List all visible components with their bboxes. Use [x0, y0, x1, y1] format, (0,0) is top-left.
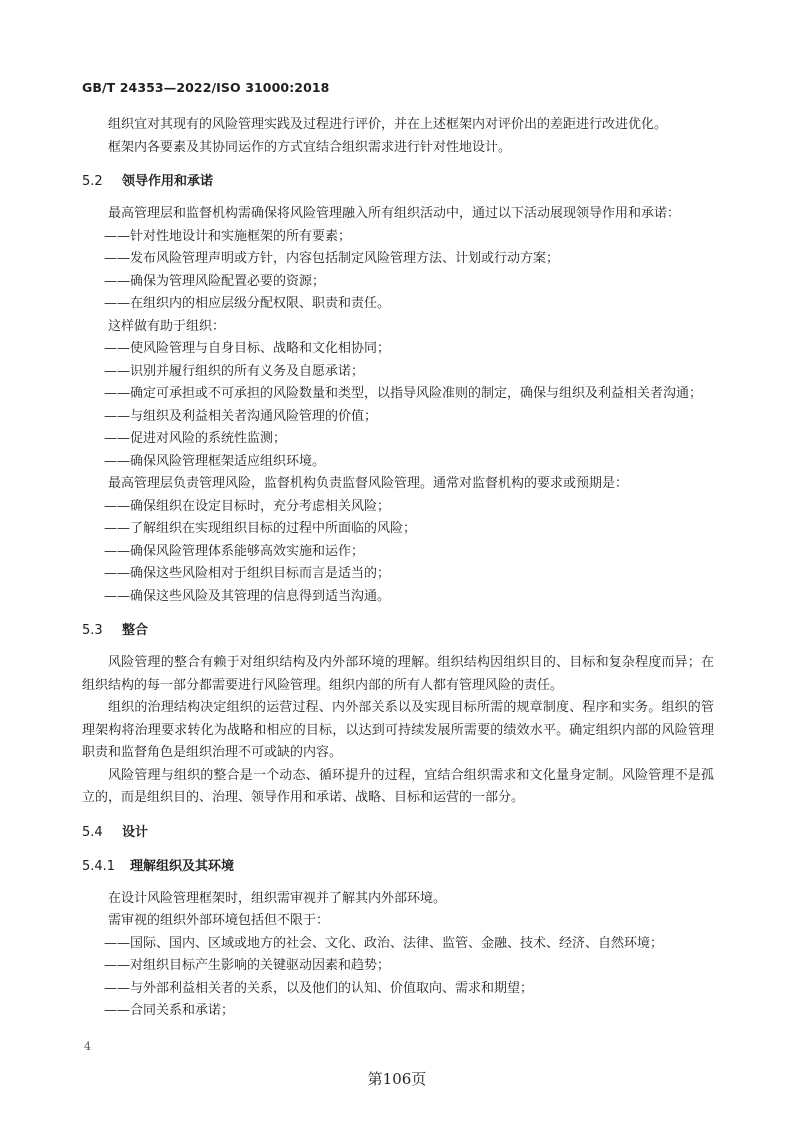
list-item: ——识别并履行组织的所有义务及自愿承诺；	[104, 363, 365, 379]
list-item: ——促进对风险的系统性监测；	[104, 431, 287, 446]
list-item: ——确保组织在设定目标时，充分考虑相关风险；	[104, 498, 391, 514]
section-number: 5.2	[82, 174, 103, 189]
standard-code-header: GB/T 24353—2022/ISO 31000:2018	[82, 80, 330, 95]
list-item: ——确定可承担或不可承担的风险数量和类型，以指导风险准则的制定，确保与组织及利益相关者沟通；	[104, 386, 703, 401]
paragraph: 风险管理的整合有赖于对组织结构及内外部环境的理解。组织结构因组织目的、目标和复杂程度而异；在组织结构的每一部分都需要进行风险管理。组织内部的所有人都有管理风险的责任。	[82, 655, 714, 693]
section-title: 领导作用和承诺	[122, 174, 214, 189]
list-item: ——国际、国内、区域或地方的社会、文化、政治、法律、监管、金融、技术、经济、自然环境；	[104, 935, 664, 951]
list-item: ——使风险管理与自身目标、战略和文化相协同；	[104, 341, 391, 356]
section-heading-5-2	[82, 171, 714, 193]
list-item: ——与组织及利益相关者沟通风险管理的价值；	[104, 408, 378, 424]
paragraph: 组织的治理结构决定组织的运营过程、内外部关系以及实现目标所需的规章制度、程序和实务。组织的管理架构将治理要求转化为战略和相应的目标，以达到可持续发展所需要的绩效水平。确定组织内部的风险管理职责和监督角色是组织治理不可或缺的内容。	[82, 700, 714, 760]
page-number: 4	[84, 1040, 91, 1053]
section-heading-5-4-1	[82, 856, 714, 878]
paragraph: 风险管理与组织的整合是一个动态、循环提升的过程，宜结合组织需求和文化量身定制。风险管理不是孤立的，而是组织目的、治理、领导作用和承诺、战略、目标和运营的一部分。	[82, 767, 714, 805]
section-number: 5.4	[82, 824, 103, 840]
list-item: ——确保这些风险相对于组织目标而言是适当的；	[104, 566, 391, 581]
paragraph: 最高管理层负责管理风险，监督机构负责监督风险管理。通常对监督机构的要求或预期是：	[108, 476, 629, 491]
section-number: 5.3	[82, 623, 103, 638]
list-item: ——对组织目标产生影响的关键驱动因素和趋势；	[104, 958, 391, 973]
document-body	[82, 114, 714, 1023]
section-heading-5-3	[82, 620, 714, 642]
list-item: ——针对性地设计和实施框架的所有要素；	[104, 228, 352, 244]
intro-paragraph: 框架内各要素及其协同运作的方式宜结合组织需求进行针对性地设计。	[108, 139, 512, 155]
list-item: ——确保为管理风险配置必要的资源；	[104, 273, 326, 289]
list-item: ——确保风险管理体系能够高效实施和运作；	[104, 543, 365, 559]
list-item: ——合同关系和承诺；	[104, 1003, 235, 1018]
paragraph: 需审视的组织外部环境包括但不限于：	[108, 913, 330, 928]
paragraph: 最高管理层和监督机构需确保将风险管理融入所有组织活动中，通过以下活动展现领导作用和承诺：	[108, 206, 681, 221]
section-title: 整合	[122, 623, 149, 638]
section-number: 5.4.1	[82, 858, 116, 874]
list-item: ——与外部利益相关者的关系，以及他们的认知、价值取向、需求和期望；	[104, 980, 534, 996]
paragraph: 这样做有助于组织：	[108, 318, 226, 334]
section-heading-5-4	[82, 822, 714, 844]
intro-paragraph: 组织宜对其现有的风险管理实践及过程进行评价，并在上述框架内对评价出的差距进行改进优化。	[108, 117, 668, 132]
footer-page-label: 第106页	[367, 1070, 427, 1088]
section-title: 设计	[122, 824, 149, 840]
list-item: ——发布风险管理声明或方针，内容包括制定风险管理方法、计划或行动方案；	[104, 251, 560, 266]
list-item: ——确保这些风险及其管理的信息得到适当沟通。	[104, 588, 391, 604]
list-item: ——确保风险管理框架适应组织环境。	[104, 453, 326, 469]
paragraph: 在设计风险管理框架时，组织需审视并了解其内外部环境。	[108, 890, 447, 906]
section-title: 理解组织及其环境	[130, 858, 235, 874]
list-item: ——在组织内的相应层级分配权限、职责和责任。	[104, 296, 391, 311]
list-item: ——了解组织在实现组织目标的过程中所面临的风险；	[104, 521, 417, 536]
